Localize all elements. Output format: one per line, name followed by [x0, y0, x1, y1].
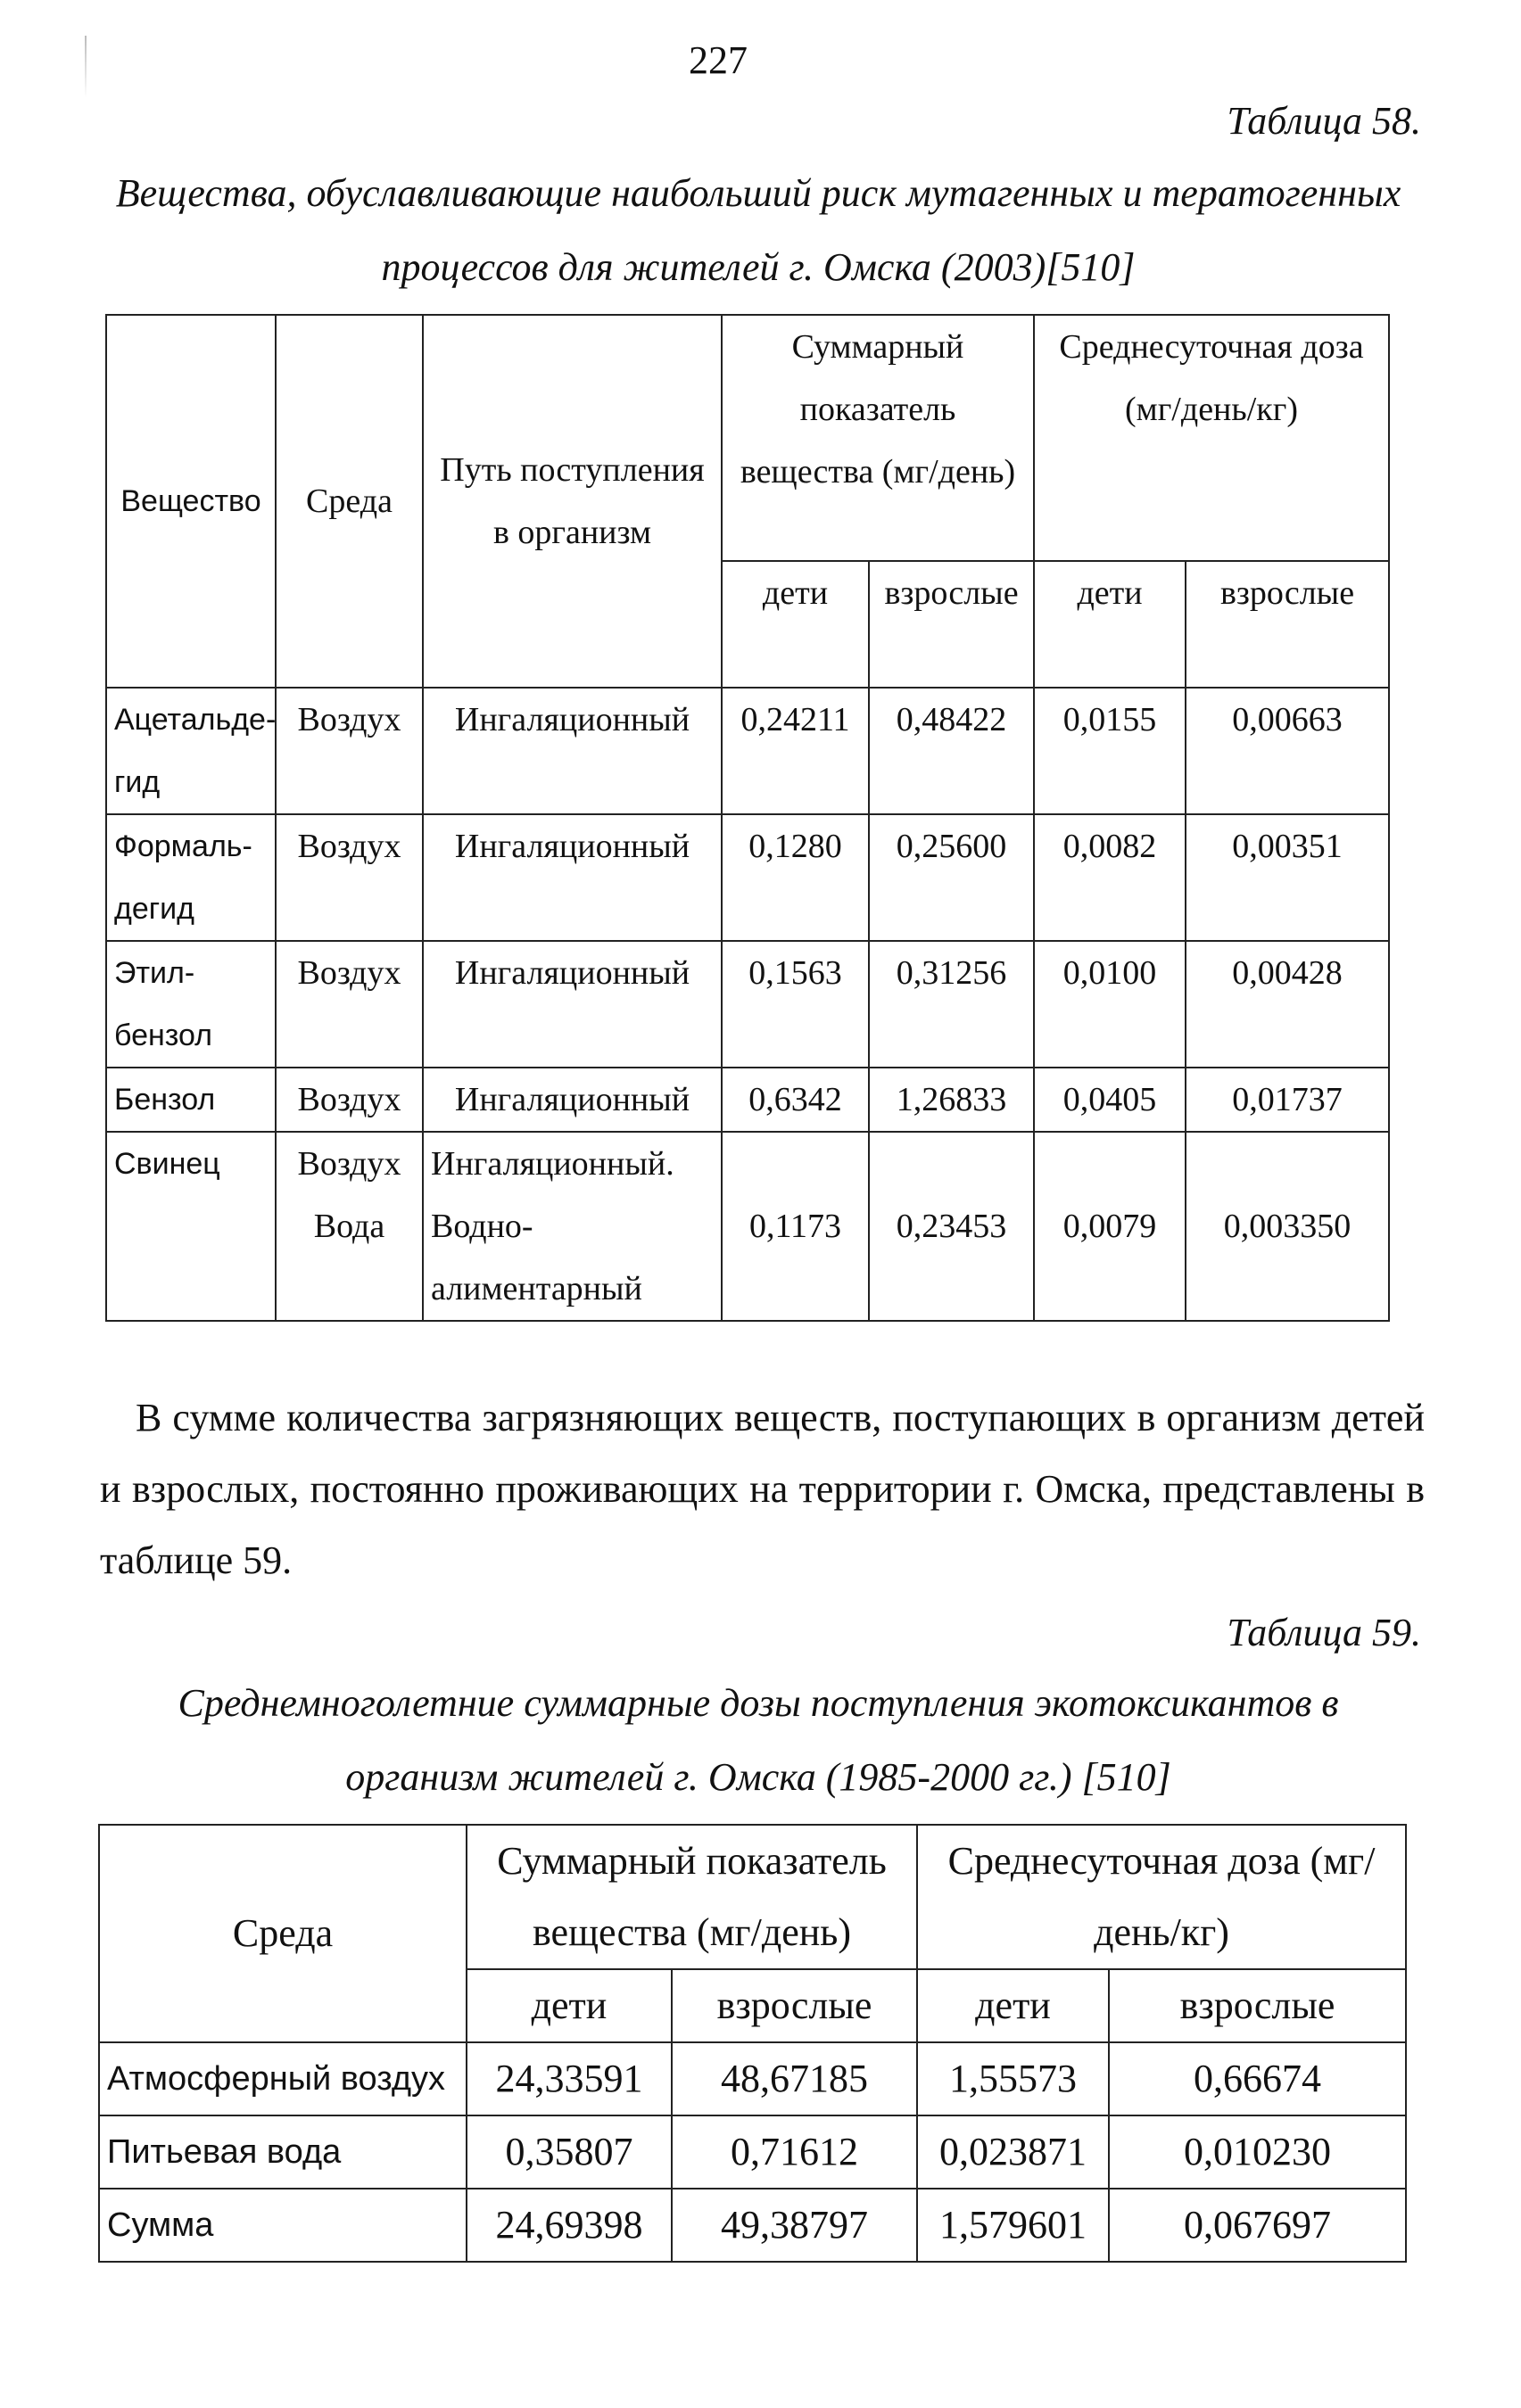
cell-medium: Воздух	[276, 814, 423, 941]
table58	[105, 314, 1390, 1322]
table-row	[106, 1132, 1389, 1321]
cell-total-adults: 0,71612	[672, 2115, 917, 2189]
table-row	[99, 2042, 1406, 2115]
table59-caption: Таблица 59.	[1227, 1611, 1421, 1654]
cell-medium: Воздух	[276, 1068, 423, 1132]
header-total-children: дети	[467, 1969, 672, 2042]
cell-daily-children: 0,0082	[1034, 814, 1186, 941]
cell-total-children: 24,69398	[467, 2189, 672, 2262]
header-total: Суммарный показатель вещества (мг/день)	[722, 315, 1034, 561]
cell-medium: Атмосферный воздух	[99, 2042, 467, 2115]
cell-daily-children: 0,0100	[1034, 941, 1186, 1068]
table-row	[106, 814, 1389, 941]
cell-daily-adults: 0,003350	[1186, 1132, 1389, 1321]
header-total: Суммарный показатель вещества (мг/день)	[467, 1825, 917, 1969]
cell-route: Ингаляционный	[423, 814, 722, 941]
cell-daily-children: 1,579601	[917, 2189, 1109, 2262]
table59	[98, 1824, 1407, 2263]
cell-medium: Питьевая вода	[99, 2115, 467, 2189]
cell-total-adults: 48,67185	[672, 2042, 917, 2115]
cell-daily-adults: 0,067697	[1109, 2189, 1406, 2262]
cell-daily-children: 0,023871	[917, 2115, 1109, 2189]
table58-caption: Таблица 58.	[1227, 99, 1421, 143]
table-row	[106, 1068, 1389, 1132]
header-total-children: дети	[722, 561, 869, 688]
cell-total-adults: 0,31256	[869, 941, 1034, 1068]
cell-substance: Свинец	[106, 1132, 276, 1321]
cell-daily-children: 0,0155	[1034, 688, 1186, 814]
header-total-adults: взрослые	[672, 1969, 917, 2042]
body-paragraph	[100, 1382, 1425, 1596]
header-daily-adults: взрослые	[1186, 561, 1389, 688]
cell-total-children: 0,1173	[722, 1132, 869, 1321]
table-row	[106, 688, 1389, 814]
header-substance: Вещество	[106, 315, 276, 688]
page-number: 227	[689, 38, 748, 82]
cell-total-adults: 49,38797	[672, 2189, 917, 2262]
cell-substance: Ацетальде-гид	[106, 688, 276, 814]
cell-total-children: 24,33591	[467, 2042, 672, 2115]
table-row	[99, 2189, 1406, 2262]
cell-route: Ингаляционный	[423, 941, 722, 1068]
cell-substance: Формаль-дегид	[106, 814, 276, 941]
table-row	[106, 941, 1389, 1068]
cell-daily-adults: 0,00663	[1186, 688, 1389, 814]
cell-total-children: 0,1563	[722, 941, 869, 1068]
cell-daily-adults: 0,00428	[1186, 941, 1389, 1068]
cell-daily-adults: 0,00351	[1186, 814, 1389, 941]
header-route: Путь поступления в организм	[423, 315, 722, 688]
header-daily-adults: взрослые	[1109, 1969, 1406, 2042]
header-medium: Среда	[276, 315, 423, 688]
paragraph-text: В сумме количества загрязняющих веществ, поступающих в организм детей и взрослых, постоянно проживающих на территории г. Омска, представлены в таблице 59.	[100, 1396, 1425, 1582]
cell-route: Ингаляционный	[423, 1068, 722, 1132]
header-daily-children: дети	[917, 1969, 1109, 2042]
cell-total-adults: 0,23453	[869, 1132, 1034, 1321]
cell-medium: Сумма	[99, 2189, 467, 2262]
header-total-adults: взрослые	[869, 561, 1034, 688]
cell-total-children: 0,6342	[722, 1068, 869, 1132]
cell-medium: Воздух Вода	[276, 1132, 423, 1321]
table58-title-line2: процессов для жителей г. Омска (2003)[510]	[381, 245, 1136, 289]
cell-total-adults: 1,26833	[869, 1068, 1034, 1132]
header-daily-children: дети	[1034, 561, 1186, 688]
table59-title-line2: организм жителей г. Омска (1985-2000 гг.) [510]	[345, 1755, 1171, 1799]
cell-daily-adults: 0,66674	[1109, 2042, 1406, 2115]
cell-daily-children: 1,55573	[917, 2042, 1109, 2115]
header-daily: Среднесуточная доза (мг/день/кг)	[1034, 315, 1389, 561]
cell-substance: Бензол	[106, 1068, 276, 1132]
cell-total-children: 0,24211	[722, 688, 869, 814]
cell-route: Ингаляционный. Водно-алиментарный	[423, 1132, 722, 1321]
table59-title-line1: Среднемноголетние суммарные дозы поступления экотоксикантов в	[178, 1681, 1339, 1725]
header-medium: Среда	[99, 1825, 467, 2042]
cell-total-adults: 0,48422	[869, 688, 1034, 814]
cell-daily-adults: 0,01737	[1186, 1068, 1389, 1132]
cell-total-children: 0,1280	[722, 814, 869, 941]
table58-title	[85, 156, 1432, 304]
cell-medium: Воздух	[276, 941, 423, 1068]
table59-title	[85, 1666, 1432, 1814]
table-row	[99, 2115, 1406, 2189]
table58-title-line1: Вещества, обуславливающие наибольший риск мутагенных и тератогенных	[115, 171, 1401, 215]
cell-daily-children: 0,0079	[1034, 1132, 1186, 1321]
cell-medium: Воздух	[276, 688, 423, 814]
cell-total-children: 0,35807	[467, 2115, 672, 2189]
cell-daily-children: 0,0405	[1034, 1068, 1186, 1132]
cell-daily-adults: 0,010230	[1109, 2115, 1406, 2189]
cell-route: Ингаляционный	[423, 688, 722, 814]
cell-substance: Этил-бензол	[106, 941, 276, 1068]
header-daily: Среднесуточная доза (мг/день/кг)	[917, 1825, 1406, 1969]
cell-total-adults: 0,25600	[869, 814, 1034, 941]
